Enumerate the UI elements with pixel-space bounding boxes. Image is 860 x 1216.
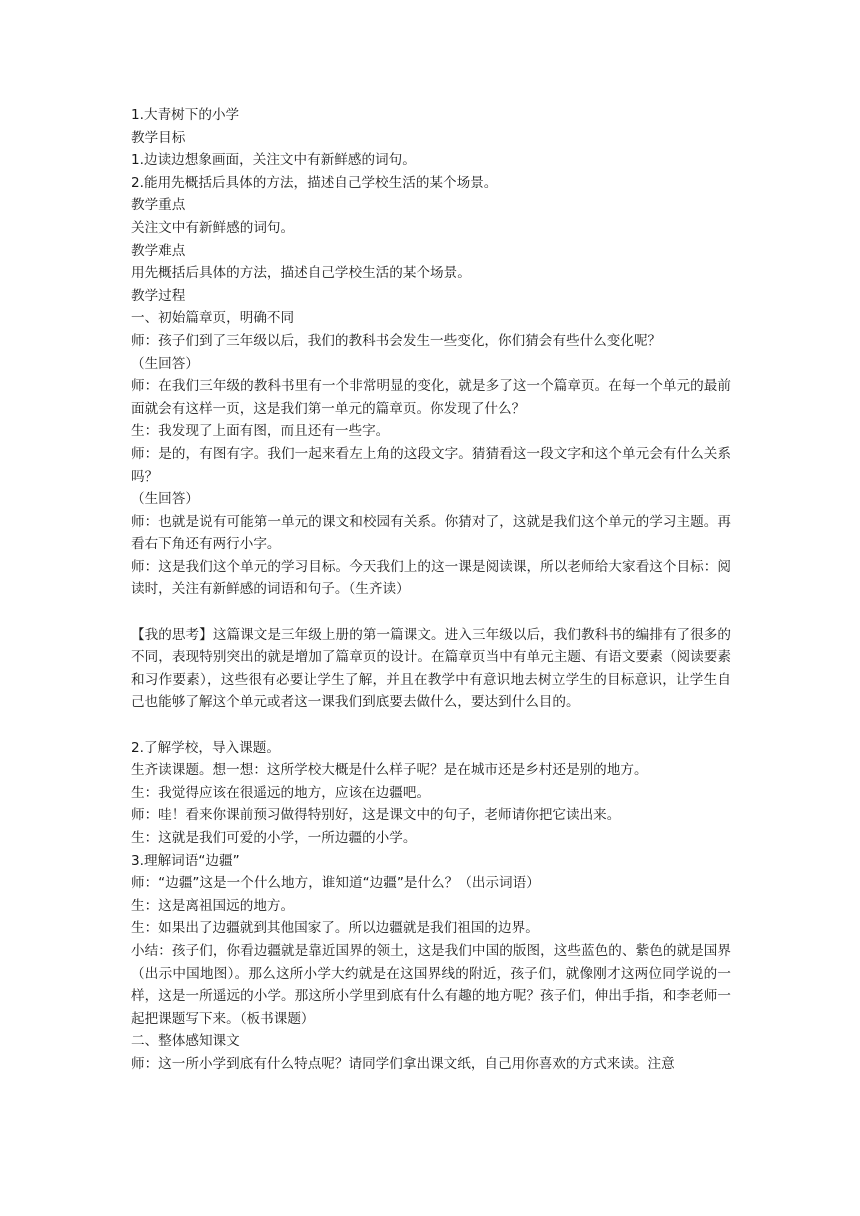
- section-heading: 二、整体感知课文: [131, 1033, 240, 1050]
- key-point-heading: 教学重点: [131, 197, 186, 214]
- dialogue-line: （生回答）: [131, 491, 199, 508]
- paragraph-spacer: [131, 714, 731, 737]
- dialogue-line: 师：哇！看来你课前预习做得特别好，这是课文中的句子，老师请你把它读出来。: [131, 807, 621, 824]
- goal-item: 1.边读边想象画面，关注文中有新鲜感的词句。: [131, 152, 416, 169]
- dialogue-line: 生：我觉得应该在很遥远的地方，应该在边疆吧。: [131, 784, 431, 801]
- summary-paragraph: 小结：孩子们，你看边疆就是靠近国界的领土，这是我们中国的版图，这些蓝色的、紫色的就是国界（出示中国地图）。那么这所小学大约就是在这国界线的附近，孩子们，就像刚才这两位同学说的一样，这是一所遥远的小学。那这所小学里到底有什么有趣的地方呢？孩子们，伸出手指，和李老师一起把课题写下来。（板书课题）: [131, 942, 731, 1027]
- dialogue-line: 师：是的，有图有字。我们一起来看左上角的这段文字。猜猜看这一段文字和这个单元会有什么关系吗？: [131, 445, 731, 485]
- reflection-paragraph: 【我的思考】这篇课文是三年级上册的第一篇课文。进入三年级以后，我们教科书的编排有了很多的不同，表现特别突出的就是增加了篇章页的设计。在篇章页当中有单元主题、有语文要素（阅读要素和习作要素），这些很有必要让学生了解，并且在教学中有意识地去树立学生的目标意识，让学生自己也能够了解这个单元或者这一课我们到底要去做什么，要达到什么目的。: [131, 626, 731, 711]
- dialogue-line: 生：这就是我们可爱的小学，一所边疆的小学。: [131, 830, 417, 846]
- dialogue-line: （生回答）: [131, 355, 199, 372]
- section-heading: 2.了解学校，导入课题。: [131, 739, 280, 756]
- lesson-title: 1.大青树下的小学: [131, 107, 240, 123]
- goals-heading: 教学目标: [131, 129, 186, 146]
- lesson-plan-body: [131, 104, 731, 1076]
- dialogue-line: 生：如果出了边疆就到其他国家了。所以边疆就是我们祖国的边界。: [131, 920, 539, 937]
- dialogue-line: 师：这是我们这个单元的学习目标。今天我们上的这一课是阅读课，所以老师给大家看这个目标：阅读时，关注有新鲜感的词语和句子。（生齐读）: [131, 558, 731, 598]
- dialogue-line: 生：我发现了上面有图，而且还有一些字。: [131, 423, 390, 440]
- dialogue-line: 生：这是离祖国远的地方。: [131, 897, 295, 914]
- dialogue-line: 师：在我们三年级的教科书里有一个非常明显的变化，就是多了这一个篇章页。在每一个单元的最前面就会有这样一页，这是我们第一单元的篇章页。你发现了什么？: [131, 378, 731, 417]
- goal-item: 2.能用先概括后具体的方法，描述自己学校生活的某个场景。: [131, 174, 498, 191]
- difficulty-heading: 教学难点: [131, 242, 186, 259]
- section-heading: 3.理解词语“边疆”: [131, 852, 240, 869]
- paragraph-spacer: [131, 601, 731, 624]
- dialogue-line: 师：也就是说有可能第一单元的课文和校园有关系。你猜对了，这就是我们这个单元的学习主题。再看右下角还有两行小字。: [131, 513, 731, 553]
- difficulty-text: 用先概括后具体的方法，描述自己学校生活的某个场景。: [131, 265, 471, 282]
- section-heading: 一、初始篇章页，明确不同: [131, 310, 295, 327]
- process-heading: 教学过程: [131, 287, 186, 304]
- dialogue-line: 师：这一所小学到底有什么特点呢？请同学们拿出课文纸，自己用你喜欢的方式来读。注意: [131, 1055, 675, 1072]
- key-point-text: 关注文中有新鲜感的词句。: [131, 219, 295, 236]
- dialogue-line: 生齐读课题。想一想：这所学校大概是什么样子呢？是在城市还是乡村还是别的地方。: [131, 762, 648, 779]
- dialogue-line: 师：“边疆”这是一个什么地方，谁知道“边疆”是什么？（出示词语）: [131, 875, 540, 892]
- dialogue-line: 师：孩子们到了三年级以后，我们的教科书会发生一些变化，你们猜会有些什么变化呢？: [131, 332, 662, 349]
